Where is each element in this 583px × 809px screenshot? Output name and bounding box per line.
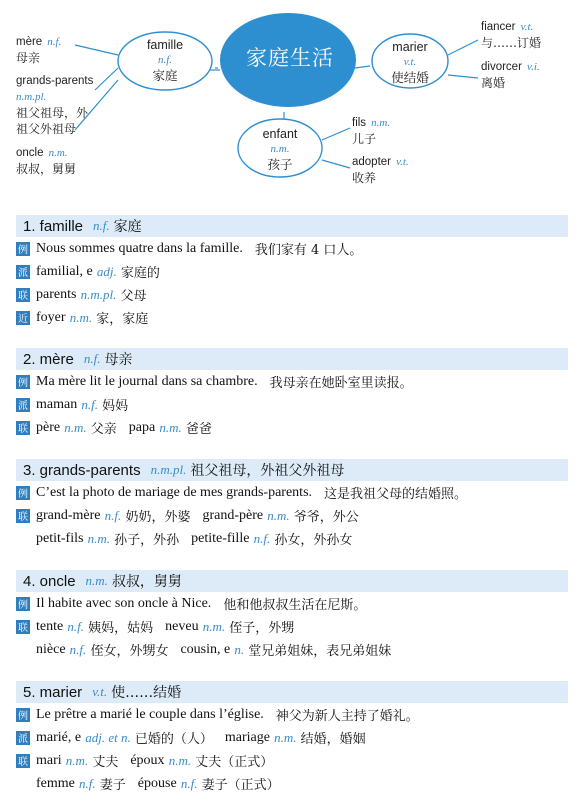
related-cn: 丈夫（正式） [195,755,274,770]
related-pos: n.m. [87,530,110,546]
related-cn: 奶奶，外婆 [125,510,191,525]
node-famille-cn: 家庭 [152,68,178,83]
example-cn: 他和他叔叔生活在尼斯。 [223,598,367,613]
entry-pos: n.m. [85,573,108,588]
example-badge: 例 [16,486,30,500]
node-enfant-pos: n.m. [270,143,290,155]
leaf-fiancer-cn: 与……订婚 [481,36,542,50]
related-fr: grand-père [202,507,264,523]
related-fr: cousin, e [180,641,231,657]
derived-badge: 派 [16,731,30,745]
related-row-continued [16,527,568,550]
entry-pos: n.m.pl. [150,462,187,477]
node-famille-word: famille [146,38,184,52]
entry-header [16,215,568,237]
derived-pos: n.f. [81,396,98,412]
entry-pos: n.f. [93,218,110,233]
related-badge: 联 [16,288,30,302]
derived-row [16,260,568,283]
leaf-oncle-cn: 叔叔，舅舅 [16,162,77,176]
entry-translation: 祖父祖母，外祖父外祖母 [190,463,345,479]
center-topic: 家庭生活 [246,46,334,70]
derived-cn: 结婚，婚姻 [300,732,366,747]
derived-fr: familial, e [36,263,93,279]
entry-grands-parents [16,459,568,550]
related-fr: petit-fils [36,530,84,546]
leaf-divorcer-pos: v.i. [527,61,540,73]
leaf-fils-pos: n.m. [371,117,391,129]
synonym-row [16,306,568,329]
leaf-mere-cn: 母亲 [16,51,41,65]
derived-pos: adj. et n. [85,729,131,745]
related-fr: grand-mère [36,507,101,523]
entry-header [16,570,568,592]
example-row [16,703,568,726]
entry-oncle [16,570,568,661]
related-row [16,416,568,439]
node-marier-pos: v.t. [403,56,417,68]
related-fr: papa [128,419,156,435]
node-marier-cn: 使结婚 [391,70,429,85]
example-fr: C’est la photo de mariage de mes grands-parents. [36,484,313,500]
entry-mere [16,348,568,439]
related-pos: n.f. [253,530,271,546]
node-enfant-word: enfant [262,127,298,141]
entry-headword: 3. grands-parents [23,461,141,479]
related-cn: 堂兄弟姐妹，表兄弟姐妹 [248,644,392,659]
example-row [16,237,568,260]
node-famille-pos: n.f. [157,54,173,66]
leaf-gp-pos: n.m.pl. [16,91,47,103]
derived-pos: n.m. [274,729,297,745]
entry-translation: 母亲 [104,352,133,368]
related-pos: n.m. [267,507,290,523]
example-cn: 这是我祖父母的结婚照。 [324,487,468,502]
entry-famille [16,215,568,329]
related-row [16,504,568,527]
leaf-fiancer-word: fiancer [481,21,516,33]
related-pos: n.m. [168,752,192,768]
leaf-adopter-word: adopter [352,156,392,168]
leaf-fiancer [481,17,541,51]
related-fr: tente [36,618,64,634]
related-fr: époux [130,752,165,768]
leaf-fils-word: fils [352,117,367,129]
leaf-adopter [352,152,409,186]
entry-translation: 叔叔，舅舅 [111,574,182,590]
related-cn: 丈夫 [92,755,119,770]
entry-header [16,348,568,370]
related-pos: n.f. [180,775,198,791]
example-row [16,481,568,504]
related-badge: 联 [16,754,30,768]
entry-pos: v.t. [92,684,108,699]
example-fr: Le prêtre a marié le couple dans l’église. [36,706,264,722]
example-row [16,592,568,615]
node-marier [372,40,448,85]
node-enfant [238,127,322,172]
related-cn: 孙子，外孙 [114,533,180,548]
related-row-continued [16,638,568,661]
leaf-divorcer-cn: 离婚 [481,76,506,90]
derived-badge: 派 [16,398,30,412]
example-fr: Nous sommes quatre dans la famille. [36,240,243,256]
related-cn: 侄子，外甥 [229,621,295,636]
related-fr: neveu [165,618,199,634]
entry-pos: n.f. [83,351,101,366]
related-cn: 孙女，外孙女 [274,533,353,548]
related-cn: 父亲 [90,422,117,437]
synonym-cn: 家，家庭 [96,312,149,327]
leaf-divorcer [481,57,540,91]
related-badge: 联 [16,509,30,523]
related-pos: n.m. [159,419,182,435]
related-cn: 侄女，外甥女 [90,644,169,659]
entry-header [16,459,568,481]
entry-headword: 1. famille [23,217,84,235]
related-badge: 联 [16,421,30,435]
node-famille [118,38,212,83]
leaf-oncle [16,143,76,177]
derived-cn: 家庭的 [120,266,160,281]
entry-translation: 使……结婚 [111,685,182,701]
related-pos: n.f. [69,641,87,657]
synonym-pos: n.m. [69,309,93,325]
leaf-mere [16,32,61,66]
related-fr: nièce [36,641,66,657]
related-fr: père [36,419,61,435]
derived-row [16,393,568,416]
leaf-fils [352,113,390,147]
related-cn: 爸爸 [185,422,212,437]
related-pos: n.m.pl. [80,286,117,302]
derived-fr: maman [36,396,78,412]
related-badge: 联 [16,620,30,634]
entry-headword: 4. oncle [23,572,76,590]
entry-headword: 5. marier [23,683,83,701]
example-cn: 神父为新人主持了婚礼。 [275,709,419,724]
related-fr: parents [36,286,77,302]
related-row [16,615,568,638]
related-pos: n.m. [202,618,226,634]
derived-cn: 已婚的（人） [134,732,213,747]
related-pos: n.m. [64,419,87,435]
example-badge: 例 [16,242,30,256]
leaf-grands-parents [16,71,93,137]
related-cn: 妻子 [99,778,126,793]
example-row [16,370,568,393]
mind-map [0,0,583,200]
derived-row [16,726,568,749]
entry-translation: 家庭 [113,219,142,235]
related-pos: n.f. [104,507,122,523]
related-fr: petite-fille [191,530,250,546]
leaf-gp-cn1: 祖父祖母，外 [16,106,89,120]
synonym-fr: foyer [36,309,66,325]
entry-headword: 2. mère [23,350,74,368]
leaf-fiancer-pos: v.t. [520,21,534,33]
leaf-divorcer-word: divorcer [481,61,522,73]
related-cn: 父母 [120,289,147,304]
example-badge: 例 [16,597,30,611]
related-pos: n. [234,641,245,657]
leaf-gp-cn2: 祖父外祖母 [16,122,77,136]
example-cn: 我母亲在她卧室里读报。 [269,376,413,391]
derived-fr: marié, e [36,729,82,745]
leaf-oncle-pos: n.m. [48,147,68,159]
example-badge: 例 [16,708,30,722]
node-marier-word: marier [392,40,428,54]
related-pos: n.f. [79,775,96,791]
example-fr: Ma mère lit le journal dans sa chambre. [36,373,258,389]
derived-cn: 妈妈 [102,399,129,414]
related-pos: n.f. [67,618,84,634]
related-row [16,283,568,306]
node-enfant-cn: 孩子 [267,157,293,172]
example-fr: Il habite avec son oncle à Nice. [36,595,212,611]
entry-marier [16,681,568,795]
entry-header [16,681,568,703]
example-badge: 例 [16,375,30,389]
leaf-gp-word: grands-parents [16,75,94,87]
leaf-mere-word: mère [16,36,43,48]
example-cn: 我们家有 4 口人。 [254,243,363,258]
related-fr: mari [36,752,62,768]
leaf-oncle-word: oncle [16,147,44,159]
leaf-mere-pos: n.f. [47,36,62,48]
related-cn: 姨妈，姑妈 [88,621,154,636]
related-pos: n.m. [65,752,89,768]
leaf-adopter-cn: 收养 [352,171,377,185]
related-row [16,749,568,772]
derived-fr: mariage [224,729,270,745]
related-cn: 爷爷，外公 [293,510,359,525]
related-fr: femme [36,775,75,791]
related-fr: épouse [137,775,177,791]
related-row-continued [16,772,568,795]
synonym-badge: 近 [16,311,30,325]
related-cn: 妻子（正式） [201,778,280,793]
derived-badge: 派 [16,265,30,279]
leaf-fils-cn: 儿子 [352,132,377,146]
derived-pos: adj. [96,263,117,279]
leaf-adopter-pos: v.t. [396,156,409,168]
